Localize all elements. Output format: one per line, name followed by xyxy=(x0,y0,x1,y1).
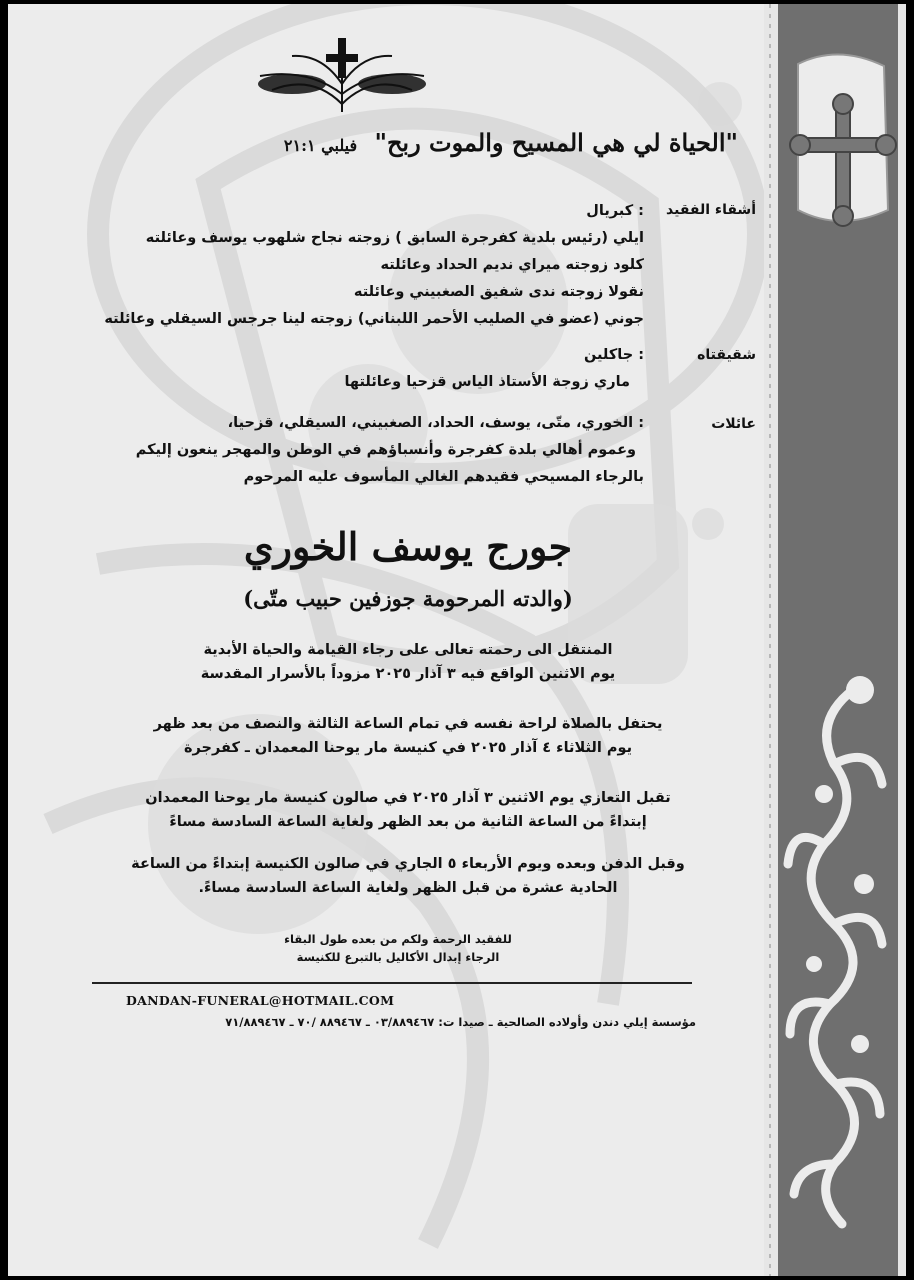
paragraph-line: تقبل التعازي يوم الاثنين ٣ آذار ٢٠٢٥ في صالون كنيسة مار يوحنا المعمدان xyxy=(145,790,671,806)
brothers-line: ايلي (رئيس بلدية كفرجرة السابق ) زوجته نجاح شلهوب يوسف وعائلته xyxy=(145,230,644,246)
footer-divider xyxy=(92,982,692,984)
paragraph-line: إبتداءً من الساعة الثانية من بعد الظهر ولغاية الساعة السادسة مساءً xyxy=(169,814,647,830)
families-line: وعموم أهالي بلدة كفرجرة وأنسباؤهم في الوطن والمهجر ينعون إليكم xyxy=(135,442,636,458)
brothers-label: أشقاء الفقيد xyxy=(666,202,756,218)
sisters-line: ماري زوجة الأستاذ الياس قزحيا وعائلتها xyxy=(344,374,630,390)
sisters-line: : جاكلين xyxy=(583,347,644,363)
brothers-lines xyxy=(104,198,644,333)
sisters-lines xyxy=(344,342,644,396)
closing-lines xyxy=(248,930,548,966)
closing-line: للفقيد الرحمة ولكم من بعده طول البقاء xyxy=(284,932,512,946)
additional-condolences xyxy=(128,852,688,900)
verse-quote: "الحياة لي هي المسيح والموت ربح" xyxy=(374,128,738,157)
deceased-mother: (والدته المرحومة جوزفين حبيب متّى) xyxy=(243,586,573,611)
tree-cross-icon xyxy=(252,34,432,114)
closing-line: الرجاء إبدال الأكاليل بالتبرع للكنيسة xyxy=(296,950,500,964)
sisters-label: شقيقتاه xyxy=(697,347,756,363)
brothers-line: جوني (عضو في الصليب الأحمر اللبناني) زوجته لينا جرجس السيقلي وعائلته xyxy=(104,311,644,327)
obituary-page xyxy=(8,4,906,1276)
paragraph-line: يوم الثلاثاء ٤ آذار ٢٠٢٥ في كنيسة مار يوحنا المعمدان ـ كفرجرة xyxy=(183,740,633,756)
brothers-line: كلود زوجته ميراي نديم الحداد وعائلته xyxy=(380,257,644,273)
families-label: عائلات xyxy=(711,416,756,432)
death-announcement xyxy=(158,638,658,686)
deceased-name: جورج يوسف الخوري xyxy=(243,524,573,569)
funeral-service xyxy=(138,712,678,760)
verse-line xyxy=(78,128,738,157)
condolences xyxy=(138,786,678,834)
paragraph-line: يوم الاثنين الواقع فيه ٣ آذار ٢٠٢٥ مزوداً بالأسرار المقدسة xyxy=(200,666,616,682)
footer-email: DANDAN-FUNERAL@HOTMAIL.COM xyxy=(126,993,395,1008)
paragraph-line: وقبل الدفن وبعده ويوم الأربعاء ٥ الجاري في صالون الكنيسة إبتداءً من الساعة xyxy=(131,856,685,872)
families-lines xyxy=(136,410,644,491)
decorative-side-band xyxy=(764,4,906,1276)
paragraph-line: الحادية عشرة من قبل الظهر ولغاية الساعة السادسة مساءً. xyxy=(198,880,618,896)
paragraph-line: يحتفل بالصلاة لراحة نفسه في تمام الساعة الثالثة والنصف من بعد ظهر xyxy=(153,716,663,732)
paragraph-line: المنتقل الى رحمته تعالى على رجاء القيامة والحياة الأبدية xyxy=(203,642,613,658)
brothers-line: : كبريال xyxy=(586,203,644,219)
brothers-line: نقولا زوجته ندى شفيق الصغبيني وعائلته xyxy=(353,284,644,300)
verse-reference: فيلبي ٢١:١ xyxy=(283,136,358,155)
families-line: : الخوري، متّى، يوسف، الحداد، الصغبيني، السيقلي، قزحيا، xyxy=(227,415,644,431)
families-line: بالرجاء المسيحي فقيدهم الغالي المأسوف عليه المرحوم xyxy=(243,469,644,485)
footer-address: مؤسسة إيلي دندن وأولاده الصالحية ـ صيدا ت: ٠٣/٨٨٩٤٦٧ ـ ٨٨٩٤٦٧ /٧٠ ـ ٧١/٨٨٩٤٦٧ xyxy=(225,1015,696,1029)
